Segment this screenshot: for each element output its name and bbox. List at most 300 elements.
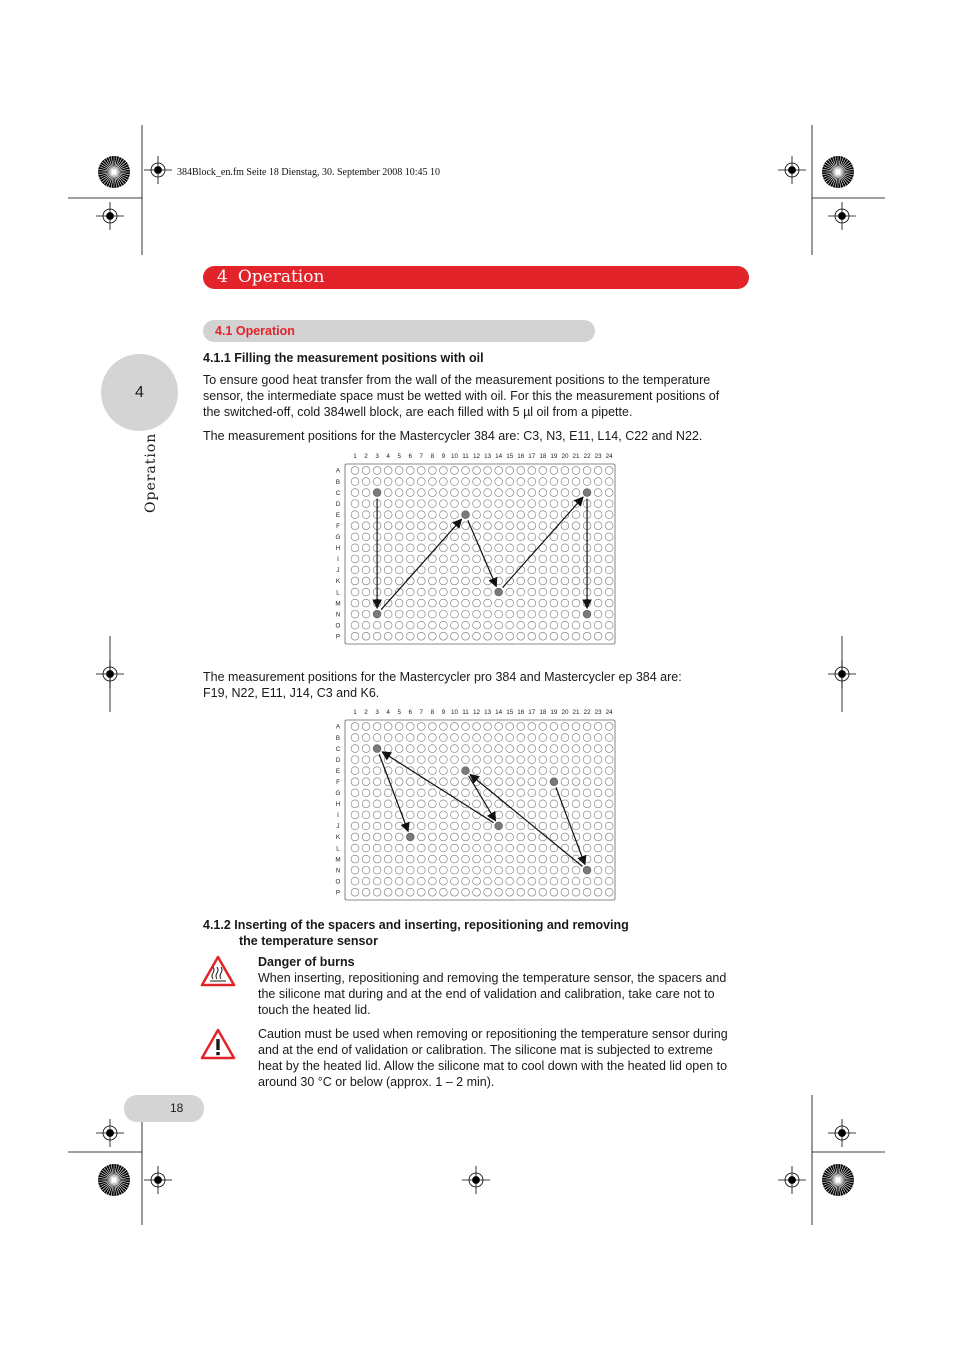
well <box>451 544 459 552</box>
well <box>484 745 492 753</box>
well <box>495 723 503 731</box>
well <box>384 533 392 541</box>
well <box>473 610 481 618</box>
chapter-title <box>217 266 334 289</box>
well <box>550 511 558 519</box>
well <box>583 822 591 830</box>
well <box>583 800 591 808</box>
well <box>594 577 602 585</box>
column-label: 3 <box>375 453 379 460</box>
filled-well <box>550 778 558 786</box>
well <box>406 778 414 786</box>
well <box>395 467 403 475</box>
well <box>451 811 459 819</box>
well <box>384 833 392 841</box>
well <box>583 756 591 764</box>
well <box>362 467 370 475</box>
well <box>428 610 436 618</box>
well <box>440 544 448 552</box>
well <box>583 789 591 797</box>
well <box>539 800 547 808</box>
well <box>473 822 481 830</box>
well <box>594 632 602 640</box>
well <box>373 866 381 874</box>
well <box>473 723 481 731</box>
well <box>517 723 525 731</box>
well <box>495 555 503 563</box>
print-header: 384Block_en.fm Seite 18 Dienstag, 30. September 2008 10:45 10 <box>177 167 441 178</box>
well <box>440 855 448 863</box>
well <box>506 555 514 563</box>
well <box>605 511 613 519</box>
well <box>351 555 359 563</box>
well <box>484 734 492 742</box>
well <box>528 621 536 629</box>
row-label: J <box>336 823 340 831</box>
well <box>395 500 403 508</box>
well <box>395 478 403 486</box>
well <box>484 767 492 775</box>
well <box>417 544 425 552</box>
well <box>351 811 359 819</box>
well <box>561 734 569 742</box>
row-label: K <box>335 834 341 842</box>
well <box>517 888 525 896</box>
column-label: 5 <box>397 709 401 716</box>
well <box>528 511 536 519</box>
well <box>539 745 547 753</box>
well <box>495 833 503 841</box>
well <box>417 511 425 519</box>
row-label: F <box>336 522 340 530</box>
well <box>462 544 470 552</box>
well <box>428 767 436 775</box>
well <box>362 745 370 753</box>
well <box>462 855 470 863</box>
well <box>528 522 536 530</box>
well <box>572 767 580 775</box>
well <box>605 844 613 852</box>
well <box>572 723 580 731</box>
well <box>550 822 558 830</box>
well <box>362 723 370 731</box>
well <box>495 511 503 519</box>
column-label: 14 <box>495 709 503 716</box>
well <box>539 555 547 563</box>
well <box>462 866 470 874</box>
well <box>473 756 481 764</box>
well <box>406 555 414 563</box>
column-label: 13 <box>484 709 492 716</box>
well <box>440 767 448 775</box>
well <box>473 478 481 486</box>
sequence-arrow <box>468 520 496 586</box>
well <box>373 888 381 896</box>
well <box>384 822 392 830</box>
well <box>561 778 569 786</box>
well <box>462 555 470 563</box>
well <box>561 844 569 852</box>
well <box>451 866 459 874</box>
well <box>351 822 359 830</box>
well <box>605 478 613 486</box>
well <box>384 599 392 607</box>
well <box>539 621 547 629</box>
well <box>539 467 547 475</box>
well <box>561 500 569 508</box>
well <box>484 621 492 629</box>
well <box>351 467 359 475</box>
well <box>550 734 558 742</box>
well <box>417 533 425 541</box>
well <box>362 789 370 797</box>
well <box>440 888 448 896</box>
well <box>440 822 448 830</box>
well <box>605 533 613 541</box>
well <box>572 500 580 508</box>
well <box>495 621 503 629</box>
well <box>417 723 425 731</box>
warning-line: touch the heated lid. <box>258 1003 371 1017</box>
well <box>572 621 580 629</box>
well <box>473 844 481 852</box>
well <box>395 855 403 863</box>
well <box>362 866 370 874</box>
well <box>406 588 414 596</box>
column-label: 4 <box>386 709 390 716</box>
well <box>384 467 392 475</box>
well <box>561 789 569 797</box>
well <box>428 489 436 497</box>
well <box>495 544 503 552</box>
well <box>362 822 370 830</box>
well <box>495 778 503 786</box>
well <box>440 478 448 486</box>
column-label: 16 <box>517 453 525 460</box>
row-label: I <box>337 812 339 820</box>
column-label: 14 <box>495 453 503 460</box>
well <box>362 588 370 596</box>
well <box>451 621 459 629</box>
well <box>351 734 359 742</box>
well <box>539 599 547 607</box>
row-label: B <box>335 478 341 486</box>
well <box>462 888 470 896</box>
well <box>451 467 459 475</box>
well <box>384 555 392 563</box>
well <box>362 767 370 775</box>
row-label: I <box>337 556 339 564</box>
well <box>451 734 459 742</box>
well <box>517 522 525 530</box>
well <box>506 866 514 874</box>
paragraph-line: the switched-off, cold 384well block, are each filled with 5 µl oil from a pipette. <box>203 405 633 419</box>
well <box>572 866 580 874</box>
well <box>362 566 370 574</box>
column-label: 21 <box>572 453 580 460</box>
row-label: G <box>335 534 341 541</box>
well <box>406 533 414 541</box>
well <box>462 877 470 885</box>
well <box>428 789 436 797</box>
well <box>351 588 359 596</box>
column-label: 19 <box>550 453 558 460</box>
well <box>495 811 503 819</box>
well <box>561 489 569 497</box>
well <box>473 621 481 629</box>
well <box>473 734 481 742</box>
well <box>506 599 514 607</box>
well <box>561 866 569 874</box>
well <box>406 734 414 742</box>
row-label: A <box>335 723 341 731</box>
filled-well <box>373 745 381 753</box>
well <box>473 888 481 896</box>
well <box>462 723 470 731</box>
column-label: 17 <box>528 453 536 460</box>
well <box>406 544 414 552</box>
chapter-tab-label: Operation <box>143 432 159 513</box>
well <box>506 855 514 863</box>
subsection-heading: 4.1.1 Filling the measurement positions with oil <box>203 351 484 365</box>
well <box>594 767 602 775</box>
well <box>384 577 392 585</box>
well <box>539 756 547 764</box>
well <box>484 478 492 486</box>
well <box>517 533 525 541</box>
well <box>395 789 403 797</box>
row-label: N <box>335 611 341 619</box>
well <box>451 767 459 775</box>
well-plate-diagram-1 <box>330 448 630 648</box>
well <box>484 588 492 596</box>
subsection-heading-2 <box>203 917 629 949</box>
well <box>373 467 381 475</box>
well <box>451 478 459 486</box>
well <box>561 533 569 541</box>
well <box>550 866 558 874</box>
well <box>462 822 470 830</box>
column-label: 5 <box>397 453 401 460</box>
well <box>495 478 503 486</box>
well <box>417 734 425 742</box>
warning-title: Danger of burns <box>258 955 355 969</box>
well <box>495 610 503 618</box>
well <box>495 745 503 753</box>
well <box>506 533 514 541</box>
page-number-pill <box>124 1095 204 1122</box>
paragraph-line: F19, N22, E11, J14, C3 and K6. <box>203 686 380 700</box>
well <box>495 500 503 508</box>
well <box>406 800 414 808</box>
well <box>561 745 569 753</box>
well <box>572 555 580 563</box>
well <box>517 745 525 753</box>
well <box>528 577 536 585</box>
well <box>462 489 470 497</box>
well <box>473 767 481 775</box>
well <box>517 734 525 742</box>
well <box>506 723 514 731</box>
well <box>539 588 547 596</box>
well <box>462 522 470 530</box>
well <box>428 811 436 819</box>
well <box>351 566 359 574</box>
well <box>473 566 481 574</box>
well <box>594 599 602 607</box>
well <box>351 844 359 852</box>
well <box>517 822 525 830</box>
well <box>495 566 503 574</box>
well <box>406 478 414 486</box>
well <box>583 877 591 885</box>
well <box>506 822 514 830</box>
well <box>473 877 481 885</box>
well <box>417 789 425 797</box>
well <box>384 855 392 863</box>
well <box>583 723 591 731</box>
well <box>594 888 602 896</box>
well <box>561 723 569 731</box>
well <box>351 533 359 541</box>
well <box>428 566 436 574</box>
well <box>550 489 558 497</box>
column-label: 10 <box>450 709 458 716</box>
row-label: H <box>335 545 341 553</box>
column-label: 1 <box>353 453 357 460</box>
well <box>572 888 580 896</box>
well <box>495 855 503 863</box>
well <box>517 855 525 863</box>
well <box>362 734 370 742</box>
well <box>440 588 448 596</box>
well <box>440 632 448 640</box>
well <box>517 577 525 585</box>
well <box>440 811 448 819</box>
well <box>605 632 613 640</box>
well <box>495 489 503 497</box>
well <box>351 778 359 786</box>
well <box>373 632 381 640</box>
well <box>495 632 503 640</box>
row-label: J <box>336 567 340 575</box>
well <box>395 621 403 629</box>
well <box>572 467 580 475</box>
well <box>362 888 370 896</box>
well <box>417 822 425 830</box>
well <box>594 544 602 552</box>
well <box>594 855 602 863</box>
well <box>428 599 436 607</box>
well <box>451 632 459 640</box>
well <box>517 467 525 475</box>
column-label: 6 <box>408 709 413 716</box>
well <box>362 544 370 552</box>
well <box>605 811 613 819</box>
well <box>539 511 547 519</box>
well <box>506 566 514 574</box>
well <box>495 522 503 530</box>
well <box>583 632 591 640</box>
heading-line: the temperature sensor <box>239 934 378 948</box>
well <box>561 767 569 775</box>
column-label: 9 <box>441 709 446 716</box>
well <box>539 855 547 863</box>
well <box>561 632 569 640</box>
well <box>550 888 558 896</box>
well <box>362 877 370 885</box>
well <box>462 467 470 475</box>
well <box>395 822 403 830</box>
well <box>351 511 359 519</box>
column-label: 2 <box>364 453 368 460</box>
well <box>373 778 381 786</box>
well <box>539 811 547 819</box>
column-label: 7 <box>419 453 424 460</box>
well <box>605 767 613 775</box>
warning-line: When inserting, repositioning and removing the temperature sensor, the spacers and <box>258 971 727 985</box>
column-label: 23 <box>594 709 602 716</box>
sequence-arrow <box>556 787 585 864</box>
well <box>594 745 602 753</box>
well <box>462 577 470 585</box>
paragraph-line: To ensure good heat transfer from the wall of the measurement positions to the temperature <box>203 373 711 387</box>
well <box>440 522 448 530</box>
well <box>550 588 558 596</box>
well <box>528 632 536 640</box>
filled-well <box>495 822 503 830</box>
well <box>605 489 613 497</box>
column-label: 2 <box>364 709 368 716</box>
paragraph-line: The measurement positions for the Mastercycler pro 384 and Mastercycler ep 384 are: <box>203 670 682 684</box>
row-label: L <box>336 845 340 853</box>
well <box>594 489 602 497</box>
well <box>362 500 370 508</box>
exclamation-warning-icon <box>200 1028 236 1060</box>
well <box>506 511 514 519</box>
well <box>550 566 558 574</box>
well <box>583 745 591 753</box>
well <box>373 855 381 863</box>
well <box>395 833 403 841</box>
caution-line: around 30 °C or below (approx. 1 – 2 min). <box>258 1075 495 1089</box>
row-label: F <box>336 778 340 786</box>
well <box>583 734 591 742</box>
well <box>528 467 536 475</box>
well <box>362 489 370 497</box>
well <box>594 800 602 808</box>
well <box>572 478 580 486</box>
well <box>362 599 370 607</box>
well <box>417 610 425 618</box>
well <box>528 866 536 874</box>
well <box>539 500 547 508</box>
heading-line: 4.1.2 Inserting of the spacers and inserting, repositioning and removing <box>203 918 629 932</box>
column-label: 17 <box>528 709 536 716</box>
well <box>594 511 602 519</box>
well <box>495 844 503 852</box>
sequence-arrow <box>470 774 582 866</box>
well <box>428 544 436 552</box>
row-label: M <box>335 856 341 864</box>
well <box>473 866 481 874</box>
well <box>384 544 392 552</box>
well <box>451 822 459 830</box>
well <box>462 789 470 797</box>
well <box>351 723 359 731</box>
well <box>384 489 392 497</box>
well <box>395 522 403 530</box>
